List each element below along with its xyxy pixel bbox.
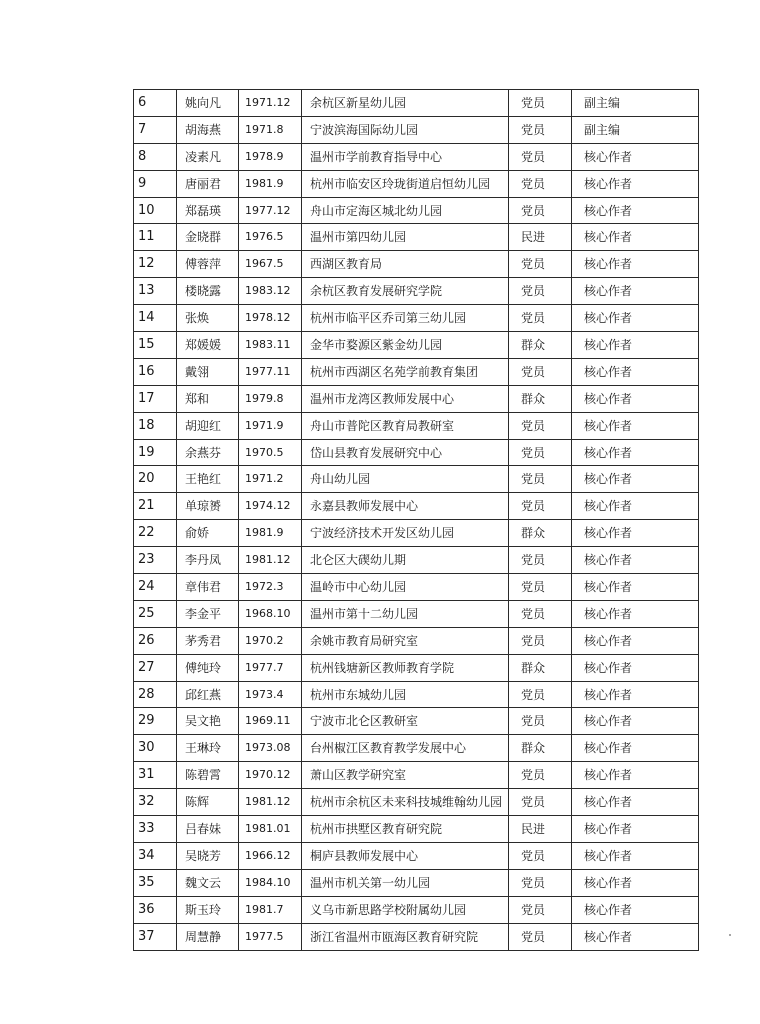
cell-work-unit: 宁波市北仑区教研室 — [302, 708, 509, 735]
cell-political-status: 群众 — [509, 332, 572, 359]
cell-birth-date: 1977.11 — [239, 358, 302, 385]
cell-number: 37 — [134, 923, 177, 950]
cell-number: 35 — [134, 869, 177, 896]
cell-birth-date: 1970.12 — [239, 762, 302, 789]
cell-number: 22 — [134, 520, 177, 547]
cell-birth-date: 1966.12 — [239, 842, 302, 869]
cell-birth-date: 1977.12 — [239, 197, 302, 224]
cell-birth-date: 1969.11 — [239, 708, 302, 735]
cell-role: 核心作者 — [572, 869, 699, 896]
cell-political-status: 党员 — [509, 197, 572, 224]
cell-role: 核心作者 — [572, 197, 699, 224]
table-row — [134, 332, 699, 359]
cell-work-unit: 余杭区新星幼儿园 — [302, 90, 509, 117]
cell-name: 楼晓露 — [177, 278, 239, 305]
table-row — [134, 90, 699, 117]
cell-work-unit: 温州市学前教育指导中心 — [302, 143, 509, 170]
cell-political-status: 群众 — [509, 735, 572, 762]
cell-name: 俞娇 — [177, 520, 239, 547]
table-row — [134, 143, 699, 170]
cell-work-unit: 北仑区大碶幼儿期 — [302, 547, 509, 574]
cell-role: 核心作者 — [572, 735, 699, 762]
cell-political-status: 党员 — [509, 708, 572, 735]
cell-number: 12 — [134, 251, 177, 278]
cell-name: 斯玉玲 — [177, 896, 239, 923]
table-row — [134, 923, 699, 950]
cell-birth-date: 1978.12 — [239, 305, 302, 332]
cell-birth-date: 1973.08 — [239, 735, 302, 762]
cell-work-unit: 杭州市余杭区未来科技城维翰幼儿园 — [302, 789, 509, 816]
cell-name: 戴翎 — [177, 358, 239, 385]
cell-number: 32 — [134, 789, 177, 816]
cell-work-unit: 台州椒江区教育教学发展中心 — [302, 735, 509, 762]
cell-number: 20 — [134, 466, 177, 493]
table-row — [134, 681, 699, 708]
cell-work-unit: 杭州市临安区玲珑街道启恒幼儿园 — [302, 170, 509, 197]
cell-number: 30 — [134, 735, 177, 762]
table-row — [134, 520, 699, 547]
cell-name: 陈辉 — [177, 789, 239, 816]
cell-political-status: 党员 — [509, 681, 572, 708]
cell-role: 核心作者 — [572, 224, 699, 251]
cell-number: 31 — [134, 762, 177, 789]
cell-role: 核心作者 — [572, 332, 699, 359]
cell-work-unit: 余姚市教育局研究室 — [302, 627, 509, 654]
cell-number: 17 — [134, 385, 177, 412]
cell-work-unit: 温州市龙湾区教师发展中心 — [302, 385, 509, 412]
table-row — [134, 439, 699, 466]
cell-work-unit: 温州市第四幼儿园 — [302, 224, 509, 251]
cell-name: 郑磊瑛 — [177, 197, 239, 224]
table-row — [134, 466, 699, 493]
cell-birth-date: 1971.12 — [239, 90, 302, 117]
cell-number: 10 — [134, 197, 177, 224]
cell-name: 胡迎红 — [177, 412, 239, 439]
cell-number: 19 — [134, 439, 177, 466]
cell-birth-date: 1971.9 — [239, 412, 302, 439]
cell-role: 副主编 — [572, 90, 699, 117]
cell-work-unit: 萧山区教学研究室 — [302, 762, 509, 789]
cell-birth-date: 1983.11 — [239, 332, 302, 359]
cell-number: 16 — [134, 358, 177, 385]
cell-role: 核心作者 — [572, 574, 699, 601]
cell-work-unit: 浙江省温州市瓯海区教育研究院 — [302, 923, 509, 950]
table-row — [134, 654, 699, 681]
cell-work-unit: 温岭市中心幼儿园 — [302, 574, 509, 601]
table-row — [134, 627, 699, 654]
table-row — [134, 116, 699, 143]
cell-birth-date: 1972.3 — [239, 574, 302, 601]
cell-number: 29 — [134, 708, 177, 735]
cell-political-status: 党员 — [509, 439, 572, 466]
cell-number: 26 — [134, 627, 177, 654]
cell-name: 单琼赟 — [177, 493, 239, 520]
cell-political-status: 党员 — [509, 278, 572, 305]
cell-work-unit: 杭州市临平区乔司第三幼儿园 — [302, 305, 509, 332]
cell-role: 核心作者 — [572, 493, 699, 520]
cell-birth-date: 1970.5 — [239, 439, 302, 466]
table-row — [134, 816, 699, 843]
cell-number: 8 — [134, 143, 177, 170]
cell-birth-date: 1971.2 — [239, 466, 302, 493]
cell-role: 核心作者 — [572, 816, 699, 843]
cell-work-unit: 杭州钱塘新区教师教育学院 — [302, 654, 509, 681]
cell-birth-date: 1967.5 — [239, 251, 302, 278]
cell-political-status: 群众 — [509, 654, 572, 681]
table-row — [134, 600, 699, 627]
table-row — [134, 358, 699, 385]
cell-role: 核心作者 — [572, 439, 699, 466]
cell-birth-date: 1981.7 — [239, 896, 302, 923]
cell-number: 34 — [134, 842, 177, 869]
cell-political-status: 党员 — [509, 412, 572, 439]
table-row — [134, 762, 699, 789]
cell-name: 陈碧霄 — [177, 762, 239, 789]
cell-work-unit: 宁波滨海国际幼儿园 — [302, 116, 509, 143]
table-row — [134, 493, 699, 520]
cell-name: 郑和 — [177, 385, 239, 412]
cell-work-unit: 舟山市定海区城北幼儿园 — [302, 197, 509, 224]
table-row — [134, 412, 699, 439]
cell-name: 金晓群 — [177, 224, 239, 251]
cell-political-status: 党员 — [509, 896, 572, 923]
cell-name: 吴文艳 — [177, 708, 239, 735]
cell-number: 33 — [134, 816, 177, 843]
cell-role: 副主编 — [572, 116, 699, 143]
cell-name: 章伟君 — [177, 574, 239, 601]
cell-role: 核心作者 — [572, 170, 699, 197]
cell-political-status: 党员 — [509, 493, 572, 520]
cell-name: 李金平 — [177, 600, 239, 627]
table-row — [134, 278, 699, 305]
cell-birth-date: 1981.12 — [239, 547, 302, 574]
cell-role: 核心作者 — [572, 412, 699, 439]
table-row — [134, 547, 699, 574]
cell-name: 傅纯玲 — [177, 654, 239, 681]
cell-number: 36 — [134, 896, 177, 923]
cell-political-status: 党员 — [509, 358, 572, 385]
cell-work-unit: 杭州市东城幼儿园 — [302, 681, 509, 708]
cell-name: 李丹凤 — [177, 547, 239, 574]
cell-name: 张焕 — [177, 305, 239, 332]
cell-work-unit: 桐庐县教师发展中心 — [302, 842, 509, 869]
cell-name: 郑媛媛 — [177, 332, 239, 359]
table-row — [134, 896, 699, 923]
cell-political-status: 党员 — [509, 869, 572, 896]
cell-role: 核心作者 — [572, 251, 699, 278]
cell-political-status: 党员 — [509, 789, 572, 816]
cell-number: 18 — [134, 412, 177, 439]
cell-name: 魏文云 — [177, 869, 239, 896]
cell-political-status: 党员 — [509, 923, 572, 950]
cell-work-unit: 永嘉县教师发展中心 — [302, 493, 509, 520]
cell-name: 姚向凡 — [177, 90, 239, 117]
cell-work-unit: 金华市婺源区紫金幼儿园 — [302, 332, 509, 359]
cell-name: 吴晓芳 — [177, 842, 239, 869]
cell-work-unit: 温州市第十二幼儿园 — [302, 600, 509, 627]
cell-role: 核心作者 — [572, 923, 699, 950]
cell-role: 核心作者 — [572, 896, 699, 923]
cell-work-unit: 舟山市普陀区教育局教研室 — [302, 412, 509, 439]
cell-birth-date: 1974.12 — [239, 493, 302, 520]
table-row — [134, 789, 699, 816]
table-row — [134, 224, 699, 251]
cell-political-status: 党员 — [509, 762, 572, 789]
table-row — [134, 305, 699, 332]
cell-work-unit: 岱山县教育发展研究中心 — [302, 439, 509, 466]
cell-work-unit: 西湖区教育局 — [302, 251, 509, 278]
cell-political-status: 民进 — [509, 224, 572, 251]
cell-number: 21 — [134, 493, 177, 520]
cell-number: 28 — [134, 681, 177, 708]
cell-role: 核心作者 — [572, 762, 699, 789]
cell-birth-date: 1977.7 — [239, 654, 302, 681]
table-row — [134, 197, 699, 224]
cell-work-unit: 舟山幼儿园 — [302, 466, 509, 493]
cell-role: 核心作者 — [572, 143, 699, 170]
cell-number: 15 — [134, 332, 177, 359]
cell-name: 吕春妹 — [177, 816, 239, 843]
cell-name: 王琳玲 — [177, 735, 239, 762]
cell-name: 唐丽君 — [177, 170, 239, 197]
cell-number: 25 — [134, 600, 177, 627]
cell-political-status: 党员 — [509, 116, 572, 143]
scan-speck — [729, 934, 731, 936]
table-row — [134, 170, 699, 197]
table-row — [134, 251, 699, 278]
cell-work-unit: 义乌市新思路学校附属幼儿园 — [302, 896, 509, 923]
cell-birth-date: 1981.01 — [239, 816, 302, 843]
cell-political-status: 党员 — [509, 251, 572, 278]
cell-number: 24 — [134, 574, 177, 601]
cell-birth-date: 1973.4 — [239, 681, 302, 708]
table-row — [134, 385, 699, 412]
cell-role: 核心作者 — [572, 842, 699, 869]
cell-political-status: 党员 — [509, 842, 572, 869]
member-roster-table — [133, 89, 699, 951]
cell-number: 9 — [134, 170, 177, 197]
cell-number: 14 — [134, 305, 177, 332]
cell-political-status: 党员 — [509, 466, 572, 493]
cell-birth-date: 1970.2 — [239, 627, 302, 654]
cell-role: 核心作者 — [572, 600, 699, 627]
cell-role: 核心作者 — [572, 627, 699, 654]
cell-birth-date: 1979.8 — [239, 385, 302, 412]
cell-role: 核心作者 — [572, 305, 699, 332]
cell-work-unit: 杭州市拱墅区教育研究院 — [302, 816, 509, 843]
cell-role: 核心作者 — [572, 358, 699, 385]
cell-name: 邱红燕 — [177, 681, 239, 708]
cell-birth-date: 1981.12 — [239, 789, 302, 816]
table-row — [134, 574, 699, 601]
cell-work-unit: 杭州市西湖区名苑学前教育集团 — [302, 358, 509, 385]
cell-role: 核心作者 — [572, 547, 699, 574]
cell-political-status: 民进 — [509, 816, 572, 843]
table-row — [134, 735, 699, 762]
cell-political-status: 党员 — [509, 547, 572, 574]
cell-name: 凌素凡 — [177, 143, 239, 170]
cell-political-status: 党员 — [509, 600, 572, 627]
cell-birth-date: 1983.12 — [239, 278, 302, 305]
table-row — [134, 842, 699, 869]
cell-birth-date: 1977.5 — [239, 923, 302, 950]
cell-role: 核心作者 — [572, 681, 699, 708]
cell-birth-date: 1984.10 — [239, 869, 302, 896]
cell-number: 7 — [134, 116, 177, 143]
cell-role: 核心作者 — [572, 278, 699, 305]
cell-number: 11 — [134, 224, 177, 251]
cell-name: 傅蓉萍 — [177, 251, 239, 278]
cell-birth-date: 1971.8 — [239, 116, 302, 143]
cell-name: 胡海燕 — [177, 116, 239, 143]
roster-body — [134, 90, 699, 951]
cell-work-unit: 温州市机关第一幼儿园 — [302, 869, 509, 896]
cell-role: 核心作者 — [572, 466, 699, 493]
cell-political-status: 党员 — [509, 90, 572, 117]
cell-political-status: 党员 — [509, 305, 572, 332]
cell-birth-date: 1968.10 — [239, 600, 302, 627]
cell-role: 核心作者 — [572, 385, 699, 412]
cell-work-unit: 余杭区教育发展研究学院 — [302, 278, 509, 305]
cell-number: 23 — [134, 547, 177, 574]
cell-work-unit: 宁波经济技术开发区幼儿园 — [302, 520, 509, 547]
cell-role: 核心作者 — [572, 708, 699, 735]
cell-birth-date: 1976.5 — [239, 224, 302, 251]
cell-political-status: 党员 — [509, 574, 572, 601]
cell-role: 核心作者 — [572, 654, 699, 681]
cell-role: 核心作者 — [572, 789, 699, 816]
cell-name: 茅秀君 — [177, 627, 239, 654]
cell-name: 周慧静 — [177, 923, 239, 950]
table-row — [134, 708, 699, 735]
cell-role: 核心作者 — [572, 520, 699, 547]
cell-birth-date: 1978.9 — [239, 143, 302, 170]
cell-birth-date: 1981.9 — [239, 170, 302, 197]
cell-political-status: 党员 — [509, 627, 572, 654]
cell-number: 13 — [134, 278, 177, 305]
cell-political-status: 党员 — [509, 143, 572, 170]
cell-birth-date: 1981.9 — [239, 520, 302, 547]
table-row — [134, 869, 699, 896]
cell-name: 王艳红 — [177, 466, 239, 493]
cell-name: 余燕芬 — [177, 439, 239, 466]
cell-political-status: 党员 — [509, 170, 572, 197]
cell-number: 27 — [134, 654, 177, 681]
cell-political-status: 群众 — [509, 385, 572, 412]
cell-political-status: 群众 — [509, 520, 572, 547]
cell-number: 6 — [134, 90, 177, 117]
